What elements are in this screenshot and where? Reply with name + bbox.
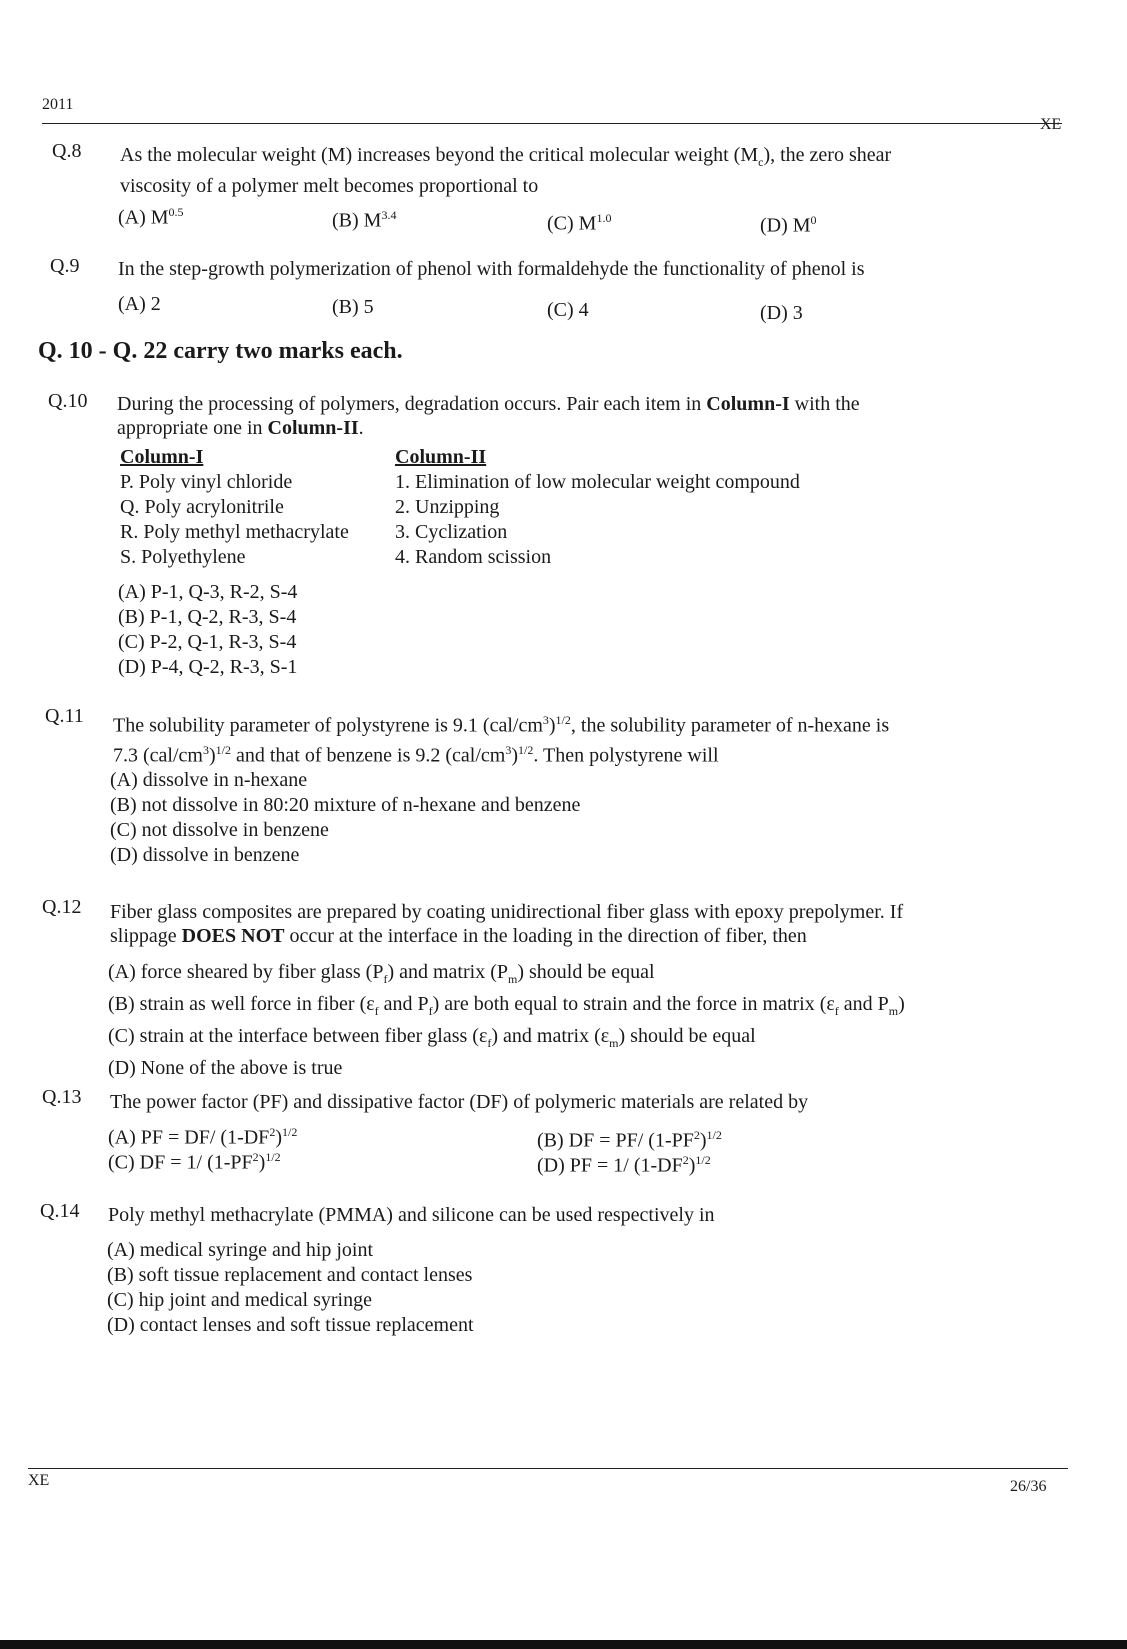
table-row: S. Polyethylene 4. Random scission: [120, 546, 552, 568]
q12-option-a: (A) force sheared by fiber glass $(P_f)$ and matrix $(P_m)$ should be equal: [108, 961, 655, 986]
q13-option-d: (D) PF = 1/ $(1-DF^2)^{1/2}$: [537, 1153, 711, 1177]
q10-number: Q.10: [48, 390, 88, 412]
footer-paper-code: XE: [28, 1472, 50, 1489]
q14-option-a: (A) medical syringe and hip joint: [107, 1239, 374, 1261]
scan-edge: [0, 1640, 1127, 1649]
q10-matching-table: [120, 445, 800, 570]
q8-option-c: (C) $M^{1.0}$: [547, 211, 612, 235]
header-rule: [42, 123, 1062, 124]
q11-option-a: (A) dissolve in n-hexane: [110, 769, 308, 791]
q10-option-a: (A) P-1, Q-3, R-2, S-4: [118, 581, 298, 603]
header-paper-code: XE: [1040, 116, 1062, 133]
q11-options: [110, 768, 580, 868]
q10-option-c: (C) P-2, Q-1, R-3, S-4: [118, 631, 297, 653]
column-ii-heading: Column-II: [395, 446, 487, 468]
table-row: Q. Poly acrylonitrile 2. Unzipping: [120, 496, 500, 518]
q10-option-b: (B) P-1, Q-2, R-3, S-4: [118, 606, 297, 628]
q9-option-a: (A) 2: [118, 293, 161, 315]
table-row: P. Poly vinyl chloride 1. Elimination of low molecular weight compound: [120, 471, 800, 493]
q12-number: Q.12: [42, 896, 82, 918]
q8-option-a: (A) $M^{0.5}$: [118, 205, 184, 229]
q13-option-a: (A) PF = DF/ $(1-DF^2)^{1/2}$: [108, 1125, 298, 1149]
q14-option-d: (D) contact lenses and soft tissue replacement: [107, 1314, 474, 1336]
q8-number: Q.8: [52, 140, 82, 162]
q11-number: Q.11: [45, 705, 84, 727]
q13-option-c: (C) DF = 1/ $(1-PF^2)^{1/2}$: [108, 1150, 281, 1174]
q8-option-b: (B) $M^{3.4}$: [332, 208, 397, 232]
q8-text: As the molecular weight (M) increases beyond the critical molecular weight $(M_c)$, the zero shear viscosity of a polymer melt becomes proportional to: [120, 144, 892, 197]
q12-option-b: (B) strain as well force in fiber ($\varepsilon_f$ and $P_f$) are both equal to strain and the force in matrix ($\varepsilon_f$ and $P_m$): [108, 993, 905, 1018]
q12-options: [108, 960, 905, 1081]
q9-option-d: (D) 3: [760, 302, 803, 324]
q9-option-b: (B) 5: [332, 296, 374, 318]
q9-number: Q.9: [50, 255, 80, 277]
q10-options: [118, 580, 297, 680]
q9-text: In the step-growth polymerization of phenol with formaldehyde the functionality of phenol is: [118, 258, 865, 280]
q10-text: During the processing of polymers, degradation occurs. Pair each item in Column-I with the appropriate one in Column-II.: [117, 393, 860, 439]
q12-option-d: (D) None of the above is true: [108, 1057, 343, 1079]
q11-option-c: (C) not dissolve in benzene: [110, 819, 329, 841]
q13-number: Q.13: [42, 1086, 82, 1108]
q9-option-c: (C) 4: [547, 299, 589, 321]
table-row: R. Poly methyl methacrylate 3. Cyclization: [120, 521, 508, 543]
q14-options: [107, 1238, 474, 1338]
q14-option-c: (C) hip joint and medical syringe: [107, 1289, 372, 1311]
q11-option-b: (B) not dissolve in 80:20 mixture of n-hexane and benzene: [110, 794, 581, 816]
q10-option-d: (D) P-4, Q-2, R-3, S-1: [118, 656, 298, 678]
q13-option-b: (B) DF = PF/ $(1-PF^2)^{1/2}$: [537, 1128, 722, 1152]
q14-number: Q.14: [40, 1200, 80, 1222]
section-heading: Q. 10 - Q. 22 carry two marks each.: [38, 338, 403, 364]
q13-text: The power factor (PF) and dissipative factor (DF) of polymeric materials are related by: [110, 1091, 809, 1113]
column-i-heading: Column-I: [120, 446, 204, 468]
footer-rule: [28, 1468, 1068, 1469]
footer-page-number: 26/36: [1010, 1478, 1047, 1495]
q11-option-d: (D) dissolve in benzene: [110, 844, 300, 866]
q14-option-b: (B) soft tissue replacement and contact lenses: [107, 1264, 473, 1286]
q12-text: Fiber glass composites are prepared by coating unidirectional fiber glass with epoxy prepolymer. If slippage DOES NOT occur at the interface in the loading in the direction of fiber, then: [110, 901, 904, 947]
q12-option-c: (C) strain at the interface between fiber glass $(\varepsilon_f)$ and matrix $(\varepsilon_m)$ should be equal: [108, 1025, 756, 1050]
q11-text: The solubility parameter of polystyrene is 9.1 $(cal/cm^3)^{1/2}$, the solubility parameter of n-hexane is 7.3 $(cal/cm^3)^{1/2}$ and that of benzene is 9.2 $(cal/cm^3)^{1/2}$. Then polystyrene will: [113, 713, 890, 767]
header-year: 2011: [42, 96, 74, 113]
q8-option-d: (D) $M^0$: [760, 213, 817, 237]
q14-text: Poly methyl methacrylate (PMMA) and silicone can be used respectively in: [108, 1204, 715, 1226]
